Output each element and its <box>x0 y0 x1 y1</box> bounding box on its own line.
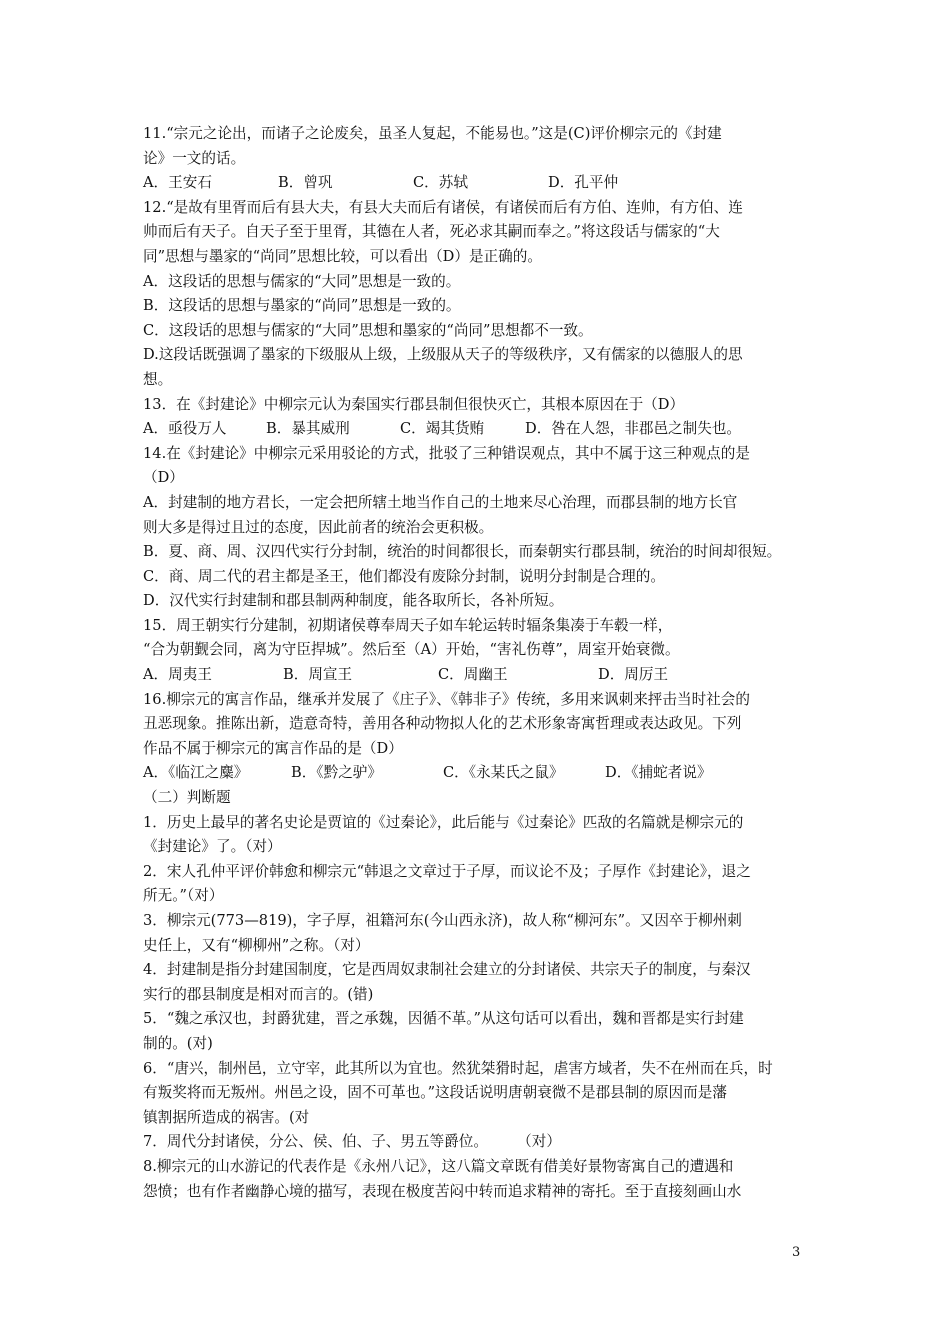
judgment-4-line-1: 4．封建制是指分封建国制度，它是西周奴隶制社会建立的分封诸侯、共宗天子的制度，与秦汉 <box>143 961 751 979</box>
option-c: C．苏轼 <box>413 174 468 192</box>
question-12-option-b: B．这段话的思想与墨家的“尚同”思想是一致的。 <box>143 297 461 315</box>
question-12-line-2: 帅而后有天子。自天子至于里胥，其德在人者，死必求其嗣而奉之。”将这段话与儒家的“大 <box>143 223 720 241</box>
judgment-4-line-2: 实行的郡县制度是相对而言的。(错) <box>143 985 374 1003</box>
option-c: C．《永某氏之鼠》 <box>443 764 564 782</box>
page-number: 3 <box>792 1245 801 1260</box>
judgment-8-line-1: 8.柳宗元的山水游记的代表作是《永州八记》，这八篇文章既有借美好景物寄寓自己的遭遇和 <box>143 1157 734 1175</box>
option-d: D．孔平仲 <box>548 174 619 192</box>
question-16-line-1: 16.柳宗元的寓言作品，继承并发展了《庄子》、《韩非子》传统，多用来讽刺来抨击当时社会的 <box>143 690 750 708</box>
judgment-3-line-2: 史任上，又有“柳柳州”之称。（对） <box>143 936 370 954</box>
judgment-2-line-2: 所无。”（对） <box>143 887 224 905</box>
question-14-option-a-line-2: 则大多是得过且过的态度，因此前者的统治会更积极。 <box>143 518 494 536</box>
question-14-option-a-line-1: A．封建制的地方君长，一定会把所辖土地当作自己的土地来尽心治理，而郡县制的地方长官 <box>143 493 738 511</box>
judgment-7-line-1: 7．周代分封诸侯，分公、侯、伯、子、男五等爵位。 （对） <box>143 1133 561 1151</box>
judgment-3-line-1: 3．柳宗元(773—819)，字子厚，祖籍河东(今山西永济)，故人称“柳河东”。又因卒于柳州刺 <box>143 912 742 929</box>
question-12-option-d-line-2: 想。 <box>143 370 173 388</box>
option-b: B．周宣王 <box>283 666 353 684</box>
question-12-option-d-line-1: D.这段话既强调了墨家的下级服从上级，上级服从天子的等级秩序，又有儒家的以德服人的思 <box>143 346 743 364</box>
question-14-option-c: C．商、周二代的君主都是圣王，他们都没有废除分封制，说明分封制是合理的。 <box>143 567 665 585</box>
option-d: D．咎在人怨，非郡邑之制失也。 <box>525 420 742 438</box>
question-12-option-c: C．这段话的思想与儒家的“大同”思想和墨家的“尚同”思想都不一致。 <box>143 321 593 339</box>
option-a: A．王安石 <box>143 174 212 192</box>
judgment-6-line-3: 镇割据所造成的祸害。(对 <box>143 1108 310 1126</box>
option-c: C．周幽王 <box>438 666 508 684</box>
option-b: B．暴其威刑 <box>266 420 350 438</box>
judgment-5-line-1: 5．“魏之承汉也，封爵犹建，晋之承魏，因循不革。”从这句话可以看出，魏和晋都是实行封建 <box>143 1010 744 1028</box>
question-14-option-d: D．汉代实行封建制和郡县制两种制度，能各取所长，各补所短。 <box>143 592 564 610</box>
question-11-options <box>143 171 833 196</box>
question-11-line-1: 11.“宗元之论出，而诸子之论废矣，虽圣人复起，不能易也。”这是(C)评价柳宗元的《封建 <box>143 125 722 142</box>
judgment-5-line-2: 制的。(对) <box>143 1034 213 1052</box>
question-12-option-a: A．这段话的思想与儒家的“大同”思想是一致的。 <box>143 272 461 290</box>
judgment-8-line-2: 怨愤；也有作者幽静心境的描写，表现在极度苦闷中转而追求精神的寄托。至于直接刻画山水 <box>143 1182 742 1200</box>
question-11-line-2: 论》一文的话。 <box>143 149 246 167</box>
judgment-1-line-1: 1．历史上最早的著名史论是贾谊的《过秦论》，此后能与《过秦论》匹敌的名篇就是柳宗元的 <box>143 813 744 831</box>
question-16-options <box>143 761 833 786</box>
option-c: C．竭其货贿 <box>400 420 485 438</box>
question-15-line-1: 15．周王朝实行分建制，初期诸侯尊奉周天子如车轮运转时辐条集凑于车毂一样， <box>143 616 673 634</box>
question-12-line-1: 12.“是故有里胥而后有县大夫，有县大夫而后有诸侯，有诸侯而后有方伯、连帅，有方伯、连 <box>143 198 743 216</box>
question-13-line-1: 13．在《封建论》中柳宗元认为秦国实行郡县制但很快灭亡，其根本原因在于（D） <box>143 395 685 413</box>
option-b: B．曾巩 <box>278 174 333 192</box>
judgment-6-line-2: 有叛奖将而无叛州。州邑之设，固不可革也。”这段话说明唐朝衰微不是郡县制的原因而是藩 <box>143 1084 727 1102</box>
option-b: B．《黔之驴》 <box>291 764 382 782</box>
judgment-1-line-2: 《封建论》了。（对） <box>143 838 282 856</box>
question-12-line-3: 同”思想与墨家的“尚同”思想比较，可以看出（D）是正确的。 <box>143 247 542 265</box>
judgment-6-line-1: 6．“唐兴，制州邑，立守宰，此其所以为宜也。然犹桀猾时起，虐害方域者，失不在州而在兵，时 <box>143 1059 773 1077</box>
section-heading-judgment: （二）判断题 <box>143 789 231 807</box>
option-d: D．周厉王 <box>598 666 669 684</box>
question-14-option-b: B．夏、商、周、汉四代实行分封制，统治的时间都很长，而秦朝实行郡县制，统治的时间却很短。 <box>143 543 782 561</box>
question-16-line-3: 作品不属于柳宗元的寓言作品的是（D） <box>143 739 403 757</box>
question-14-line-2: （D） <box>143 469 184 487</box>
option-a: A．《临江之麋》 <box>143 764 249 782</box>
question-15-options <box>143 663 833 688</box>
option-a: A．周夷王 <box>143 666 212 684</box>
document-body <box>143 122 833 1204</box>
question-14-line-1: 14.在《封建论》中柳宗元采用驳论的方式，批驳了三种错误观点，其中不属于这三种观点的是 <box>143 444 750 462</box>
question-15-line-2: “合为朝觐会同，离为守臣捍城”。然后至（A）开始，“害礼伤尊”，周室开始衰微。 <box>143 641 680 659</box>
question-16-line-2: 丑恶现象。推陈出新，造意奇特，善用各种动物拟人化的艺术形象寄寓哲理或表达政见。下列 <box>143 715 742 733</box>
question-13-options <box>143 417 833 442</box>
judgment-2-line-1: 2．宋人孔仲平评价韩愈和柳宗元“韩退之文章过于子厚，而议论不及；子厚作《封建论》，退之 <box>143 862 751 880</box>
option-d: D．《捕蛇者说》 <box>605 764 712 782</box>
option-a: A．亟役万人 <box>143 420 227 438</box>
